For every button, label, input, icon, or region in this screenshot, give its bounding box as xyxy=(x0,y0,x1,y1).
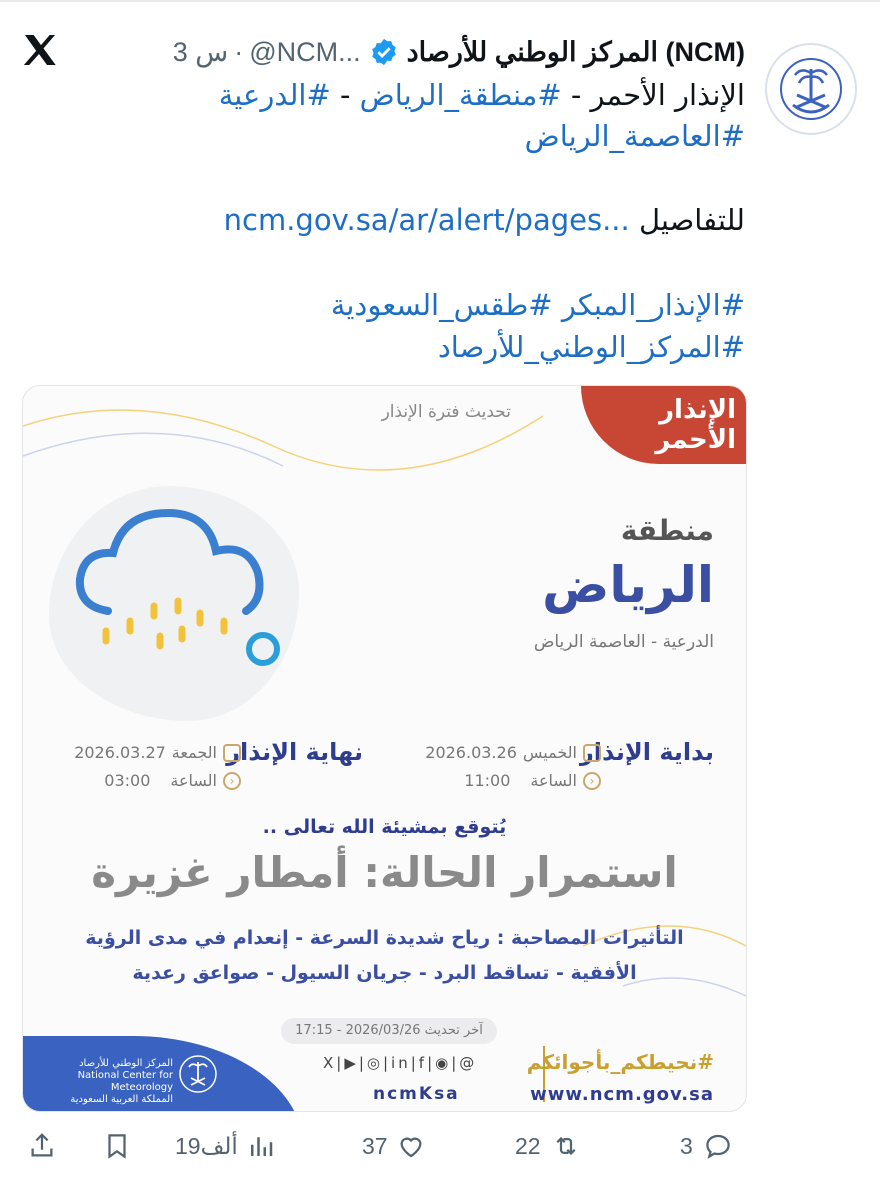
clock-icon: ‹ xyxy=(583,772,601,790)
footer-hashtag: #نحيطكم_بأجوائكم xyxy=(526,1050,714,1074)
social-icons: X|▶|◎|in|f|◉|@ xyxy=(323,1054,478,1072)
end-day: الجمعة xyxy=(171,743,217,762)
like-action[interactable] xyxy=(362,1126,426,1166)
alert-link[interactable]: ncm.gov.sa/ar/alert/pages... xyxy=(223,203,630,237)
clock-icon: ‹ xyxy=(223,772,241,790)
end-time: 03:00 xyxy=(104,771,151,790)
region-name: الرياض xyxy=(542,556,714,614)
bookmark-icon xyxy=(102,1131,132,1161)
hashtag-ncm[interactable]: #المركز_الوطني_للأرصاد xyxy=(437,330,745,364)
bookmark-action[interactable] xyxy=(102,1126,132,1166)
org-name-block xyxy=(63,1058,173,1106)
retweet-count: 22 xyxy=(515,1132,541,1159)
views-count: 19ألف xyxy=(175,1132,238,1159)
effects-line-1: التأثيرات المصاحبة : رياح شديدة السرعة - إنعدام في مدى الرؤية xyxy=(85,927,684,949)
retweet-action[interactable] xyxy=(515,1126,581,1166)
separator: · xyxy=(234,36,244,67)
tweet-line-hashtags-2 xyxy=(438,330,745,364)
like-count: 37 xyxy=(362,1132,388,1159)
start-date: 2026.03.26 xyxy=(425,743,517,762)
red-alert-badge: الإنذار الأحمر xyxy=(581,386,746,464)
share-action[interactable] xyxy=(27,1126,57,1166)
end-date-row xyxy=(74,743,241,762)
timestamp[interactable]: 3 س xyxy=(172,36,229,67)
rain-cloud-icon xyxy=(68,501,288,671)
verified-badge-icon xyxy=(369,37,399,67)
end-time-row xyxy=(104,771,241,790)
tweet-line-2 xyxy=(525,119,745,153)
tweet-header xyxy=(173,32,745,72)
calendar-icon xyxy=(583,744,601,762)
tweet-line-1 xyxy=(219,78,745,112)
start-day: الخميس xyxy=(522,743,577,762)
start-date-row xyxy=(425,743,601,762)
views-action[interactable] xyxy=(175,1126,276,1166)
details-label: للتفاصيل xyxy=(638,203,745,237)
org-name-ar: المركز الوطني للأرصاد xyxy=(79,1058,173,1069)
start-time-label: الساعة xyxy=(530,771,577,790)
forecast-intro: يُتوقع بمشيئة الله تعالى .. xyxy=(262,816,507,838)
social-handle: ncmKsa xyxy=(373,1084,460,1104)
top-divider xyxy=(0,0,880,2)
hashtags-early-warning[interactable]: #الإنذار_المبكر #طقس_السعودية xyxy=(330,288,745,322)
tweet-line-hashtags-1 xyxy=(331,288,745,322)
start-time-row xyxy=(464,771,601,790)
effects-line-2: الأفقية - تساقط البرد - جريان السيول - صواعق رعدية xyxy=(132,962,637,984)
text-dash: - xyxy=(330,78,360,112)
retweet-icon xyxy=(551,1131,581,1161)
alert-card-image[interactable] xyxy=(22,385,747,1112)
calendar-icon xyxy=(223,744,241,762)
org-name-en: National Center for Meteorology xyxy=(77,1070,173,1093)
region-label: منطقة xyxy=(620,514,714,547)
update-period-label: تحديث فترة الإنذار xyxy=(381,402,511,422)
x-logo-icon[interactable] xyxy=(20,30,60,70)
reply-icon xyxy=(703,1131,733,1161)
start-time: 11:00 xyxy=(464,771,511,790)
views-icon xyxy=(246,1131,276,1161)
tweet-line-details xyxy=(224,203,745,237)
text-red-alert: الإنذار الأحمر - xyxy=(561,78,745,112)
end-date: 2026.03.27 xyxy=(74,743,166,762)
last-update-pill: آخر تحديث 2026/03/26 - 17:15 xyxy=(281,1018,497,1044)
end-time-label: الساعة xyxy=(170,771,217,790)
reply-action[interactable] xyxy=(680,1126,733,1166)
reply-count: 3 xyxy=(680,1132,693,1159)
start-title: بداية الإنذار xyxy=(579,738,714,766)
display-name[interactable]: المركز الوطني للأرصاد (NCM) xyxy=(406,36,745,67)
condition-heavy-rain: استمرار الحالة: أمطار غزيرة xyxy=(91,848,678,897)
hashtag-diriyah[interactable]: #الدرعية xyxy=(218,78,331,112)
like-icon xyxy=(396,1131,426,1161)
ncm-footer-logo-icon xyxy=(178,1054,218,1094)
avatar[interactable] xyxy=(765,43,857,135)
handle[interactable]: @NCM... xyxy=(249,36,361,67)
org-country: المملكة العربية السعودية xyxy=(70,1094,173,1105)
hashtag-capital-riyadh[interactable]: #العاصمة_الرياض xyxy=(524,119,745,153)
hashtag-riyadh-region[interactable]: #منطقة_الرياض xyxy=(359,78,562,112)
ncm-logo-icon xyxy=(767,45,855,133)
end-title: نهاية الإنذار xyxy=(226,738,363,766)
website: www.ncm.gov.sa xyxy=(530,1084,714,1105)
sub-areas: الدرعية - العاصمة الرياض xyxy=(533,632,714,652)
share-icon xyxy=(27,1131,57,1161)
